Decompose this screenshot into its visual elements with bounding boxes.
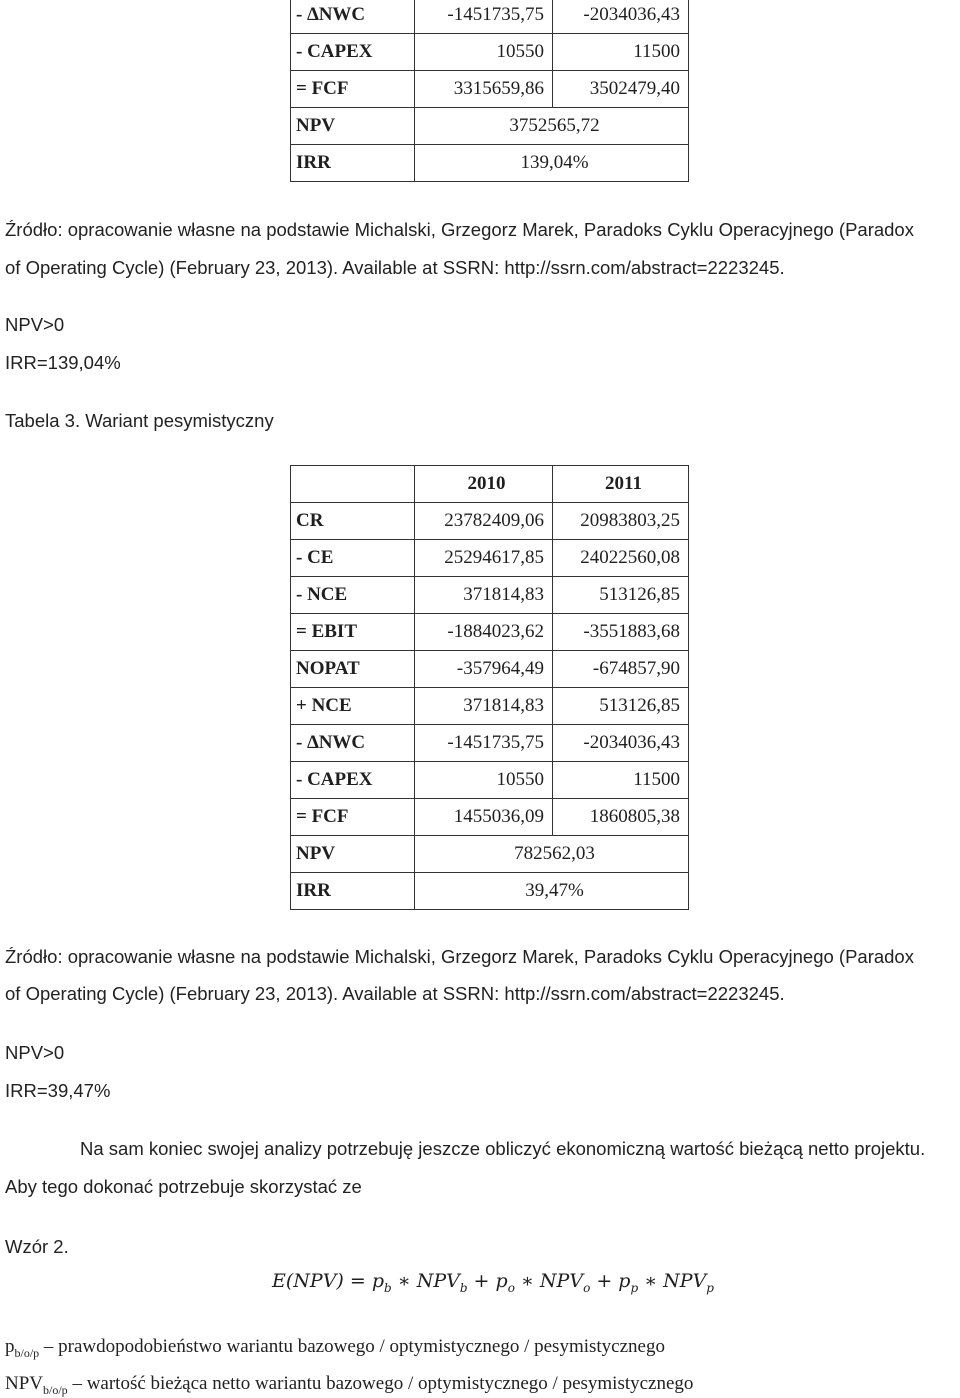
value-2010: -1451735,75 xyxy=(415,725,553,762)
row-label: - CAPEX xyxy=(291,34,415,71)
column-header-2010: 2010 xyxy=(415,466,553,503)
row-label: NOPAT xyxy=(291,651,415,688)
value-2011: 513126,85 xyxy=(553,577,689,614)
row-label: - NCE xyxy=(291,577,415,614)
value-2011: 11500 xyxy=(553,762,689,799)
summary-label: NPV xyxy=(291,108,415,145)
table-summary-row xyxy=(291,873,689,910)
legend-symbol: p xyxy=(5,1336,15,1357)
value-2011: -2034036,43 xyxy=(553,725,689,762)
value-2010: 3315659,86 xyxy=(415,71,553,108)
conclusion-irr: IRR=139,04% xyxy=(5,352,121,373)
summary-label: NPV xyxy=(291,836,415,873)
formula-npv: NPV xyxy=(539,1270,584,1292)
value-2010: 25294617,85 xyxy=(415,540,553,577)
row-label: - ∆NWC xyxy=(291,0,415,34)
value-2010: 10550 xyxy=(415,34,553,71)
conclusion-2-irr: IRR=39,47% xyxy=(5,1080,111,1101)
table-row xyxy=(291,577,689,614)
formula-p: p xyxy=(495,1270,508,1292)
formula-p: p xyxy=(618,1270,631,1292)
value-2011: 24022560,08 xyxy=(553,540,689,577)
value-2010: 1455036,09 xyxy=(415,799,553,836)
formula-sub: o xyxy=(507,1280,515,1295)
legend-item-probability xyxy=(5,1336,665,1361)
table-row xyxy=(291,725,689,762)
summary-value: 782562,03 xyxy=(415,836,689,873)
table-row xyxy=(291,0,689,34)
source-note-2-line2: of Operating Cycle) (February 23, 2013). Available at SSRN: http://ssrn.com/abstract=2223245. xyxy=(5,983,785,1004)
summary-label: IRR xyxy=(291,873,415,910)
row-label: - CE xyxy=(291,540,415,577)
formula-expected-npv xyxy=(272,1270,714,1295)
legend-dash: – xyxy=(39,1336,59,1357)
formula-sub: b xyxy=(384,1280,392,1295)
value-2010: -1451735,75 xyxy=(415,0,553,34)
conclusion-npv: NPV>0 xyxy=(5,314,65,335)
formula-operator: ∗ xyxy=(514,1270,540,1292)
table-summary-row xyxy=(291,108,689,145)
row-label: = EBIT xyxy=(291,614,415,651)
table-row xyxy=(291,688,689,725)
value-2010: 371814,83 xyxy=(415,688,553,725)
formula-npv: NPV xyxy=(663,1270,707,1292)
table-row xyxy=(291,71,689,108)
row-label: = FCF xyxy=(291,799,415,836)
legend-symbol: NPV xyxy=(5,1373,44,1394)
value-2010: -1884023,62 xyxy=(415,614,553,651)
formula-operator: ∗ xyxy=(638,1270,664,1292)
formula-plus: + xyxy=(590,1270,619,1292)
row-label: CR xyxy=(291,503,415,540)
value-2011: 513126,85 xyxy=(553,688,689,725)
row-label: - CAPEX xyxy=(291,762,415,799)
source-note-line1: Źródło: opracowanie własne na podstawie Michalski, Grzegorz Marek, Paradoks Cyklu Operacyjnego (Paradox xyxy=(5,219,914,240)
value-2011: -674857,90 xyxy=(553,651,689,688)
legend-dash: – xyxy=(67,1373,87,1394)
row-label: = FCF xyxy=(291,71,415,108)
formula-npv: NPV xyxy=(416,1270,460,1292)
legend-subscript: b/o/p xyxy=(14,1345,40,1360)
source-note-2-line1: Źródło: opracowanie własne na podstawie Michalski, Grzegorz Marek, Paradoks Cyklu Operacyjnego (Paradox xyxy=(5,946,914,967)
table-summary-row xyxy=(291,145,689,182)
table-pessimistic xyxy=(290,465,689,910)
value-2011: 1860805,38 xyxy=(553,799,689,836)
value-2010: 23782409,06 xyxy=(415,503,553,540)
value-2011: 3502479,40 xyxy=(553,71,689,108)
formula-operator: ∗ xyxy=(391,1270,417,1292)
formula-sub: o xyxy=(583,1280,591,1295)
table-row xyxy=(291,540,689,577)
table-title: Tabela 3. Wariant pesymistyczny xyxy=(5,410,274,431)
table-row xyxy=(291,762,689,799)
column-header-2011: 2011 xyxy=(553,466,689,503)
summary-label: IRR xyxy=(291,145,415,182)
legend-item-npv xyxy=(5,1373,693,1398)
value-2010: 10550 xyxy=(415,762,553,799)
legend-description: wartość bieżąca netto wariantu bazowego / optymistycznego / pesymistycznego xyxy=(86,1373,694,1394)
legend-description: prawdopodobieństwo wariantu bazowego / optymistycznego / pesymistycznego xyxy=(58,1336,665,1357)
source-note-line2: of Operating Cycle) (February 23, 2013). Available at SSRN: http://ssrn.com/abstract=2223245. xyxy=(5,257,785,278)
formula-sub: b xyxy=(459,1280,468,1295)
table-summary-row xyxy=(291,836,689,873)
formula-sub: p xyxy=(630,1280,639,1295)
value-2011: -2034036,43 xyxy=(553,0,689,34)
row-label: - ∆NWC xyxy=(291,725,415,762)
value-2011: 11500 xyxy=(553,34,689,71)
table-continued xyxy=(290,0,689,182)
table-header-row xyxy=(291,466,689,503)
formula-label: Wzór 2. xyxy=(5,1236,69,1257)
value-2010: -357964,49 xyxy=(415,651,553,688)
legend-subscript: b/o/p xyxy=(43,1382,68,1397)
formula-plus: + xyxy=(467,1270,496,1292)
summary-value: 39,47% xyxy=(415,873,689,910)
value-2011: -3551883,68 xyxy=(553,614,689,651)
summary-value: 3752565,72 xyxy=(415,108,689,145)
table-row xyxy=(291,614,689,651)
value-2011: 20983803,25 xyxy=(553,503,689,540)
formula-p: p xyxy=(371,1270,384,1292)
conclusion-2-npv: NPV>0 xyxy=(5,1042,65,1063)
paragraph-line1: Na sam koniec swojej analizy potrzebuję jeszcze obliczyć ekonomiczną wartość bieżącą netto projektu. xyxy=(80,1138,926,1159)
table-row xyxy=(291,34,689,71)
formula-lhs: E(NPV) = xyxy=(272,1270,372,1292)
table-row xyxy=(291,503,689,540)
paragraph-line2: Aby tego dokonać potrzebuje skorzystać ze xyxy=(5,1176,362,1197)
table-corner-cell xyxy=(291,466,415,503)
value-2010: 371814,83 xyxy=(415,577,553,614)
table-row xyxy=(291,651,689,688)
formula-sub: p xyxy=(706,1280,714,1295)
row-label: + NCE xyxy=(291,688,415,725)
summary-value: 139,04% xyxy=(415,145,689,182)
table-row xyxy=(291,799,689,836)
